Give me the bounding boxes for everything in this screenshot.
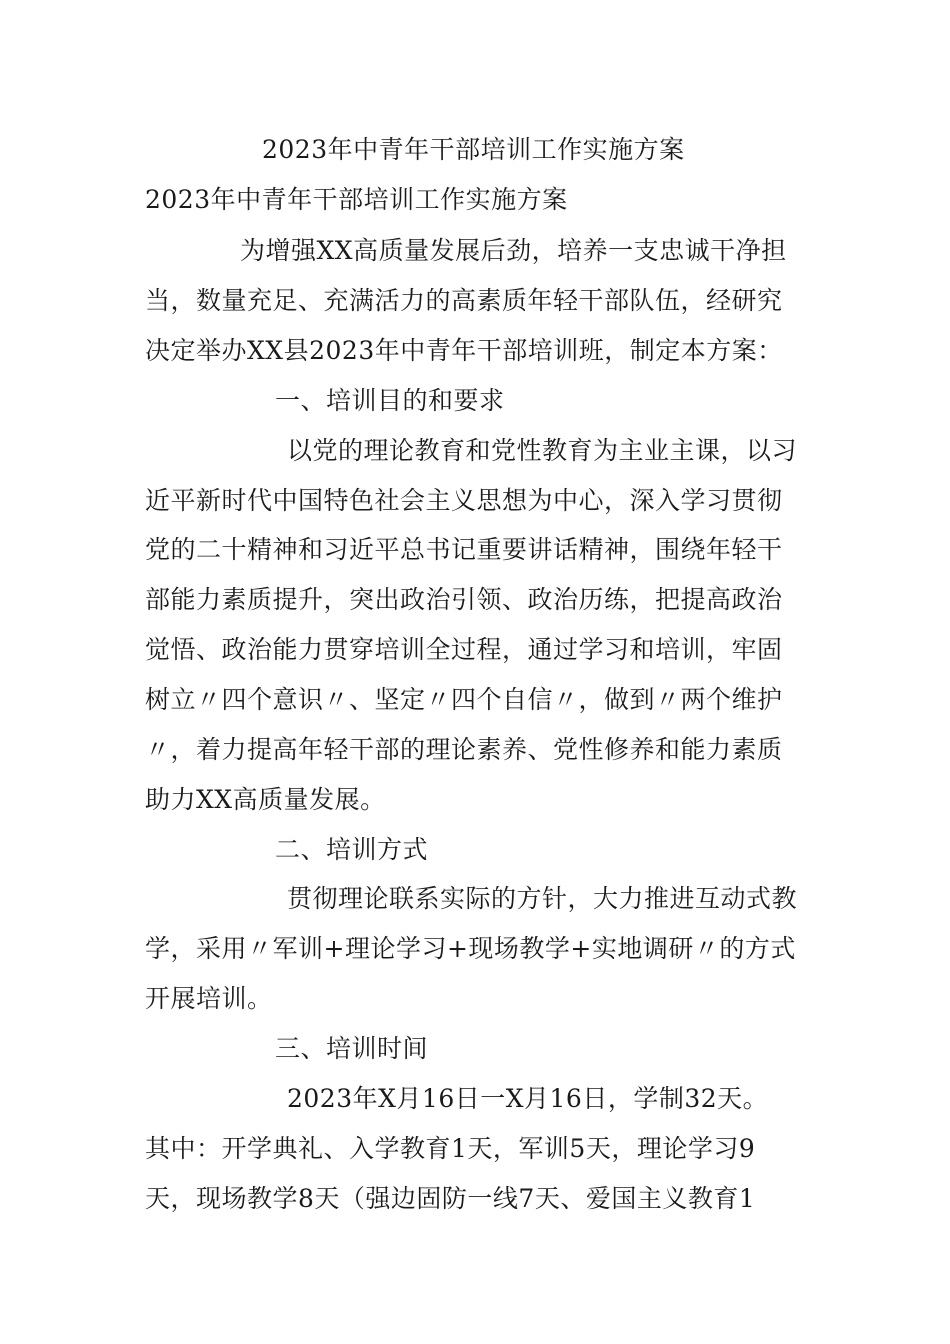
document-title: 2023年中青年干部培训工作实施方案 <box>262 135 685 164</box>
paragraph-line: 以党的理论教育和党性教育为主业主课，以习 <box>287 436 798 465</box>
paragraph-line: 开展培训。 <box>145 984 273 1013</box>
paragraph-line: 〃，着力提高年轻干部的理论素养、党性修养和能力素质 <box>145 735 783 764</box>
paragraph-line: 贯彻理论联系实际的方针，大力推进互动式教 <box>287 884 798 913</box>
paragraph-line: 部能力素质提升，突出政治引领、政治历练，把提高政治 <box>145 585 783 614</box>
paragraph-line: 为增强XX高质量发展后劲，培养一支忠诚干净担 <box>240 236 787 265</box>
paragraph-line: 学，采用〃军训+理论学习+现场教学+实地调研〃的方式 <box>145 934 796 963</box>
paragraph-line: 党的二十精神和习近平总书记重要讲话精神，围绕年轻干 <box>145 535 783 564</box>
section-heading: 三、培训时间 <box>275 1034 429 1063</box>
document-subtitle: 2023年中青年干部培训工作实施方案 <box>145 185 568 214</box>
paragraph-line: 当，数量充足、充满活力的高素质年轻干部队伍，经研究 <box>145 286 783 315</box>
paragraph-line: 助力XX高质量发展。 <box>145 785 386 814</box>
section-heading: 二、培训方式 <box>275 835 429 864</box>
section-heading: 一、培训目的和要求 <box>275 386 505 415</box>
paragraph-line: 2023年X月16日一X月16日，学制32天。 <box>287 1084 769 1113</box>
paragraph-line: 天，现场教学8天（强边固防一线7天、爱国主义教育1 <box>145 1184 756 1213</box>
paragraph-line: 近平新时代中国特色社会主义思想为中心，深入学习贯彻 <box>145 486 783 515</box>
paragraph-line: 决定举办XX县2023年中青年干部培训班，制定本方案： <box>145 336 783 365</box>
paragraph-line: 树立〃四个意识〃、坚定〃四个自信〃，做到〃两个维护 <box>145 685 783 714</box>
paragraph-line: 其中：开学典礼、入学教育1天，军训5天，理论学习9 <box>145 1134 756 1163</box>
paragraph-line: 觉悟、政治能力贯穿培训全过程，通过学习和培训，牢固 <box>145 635 783 664</box>
